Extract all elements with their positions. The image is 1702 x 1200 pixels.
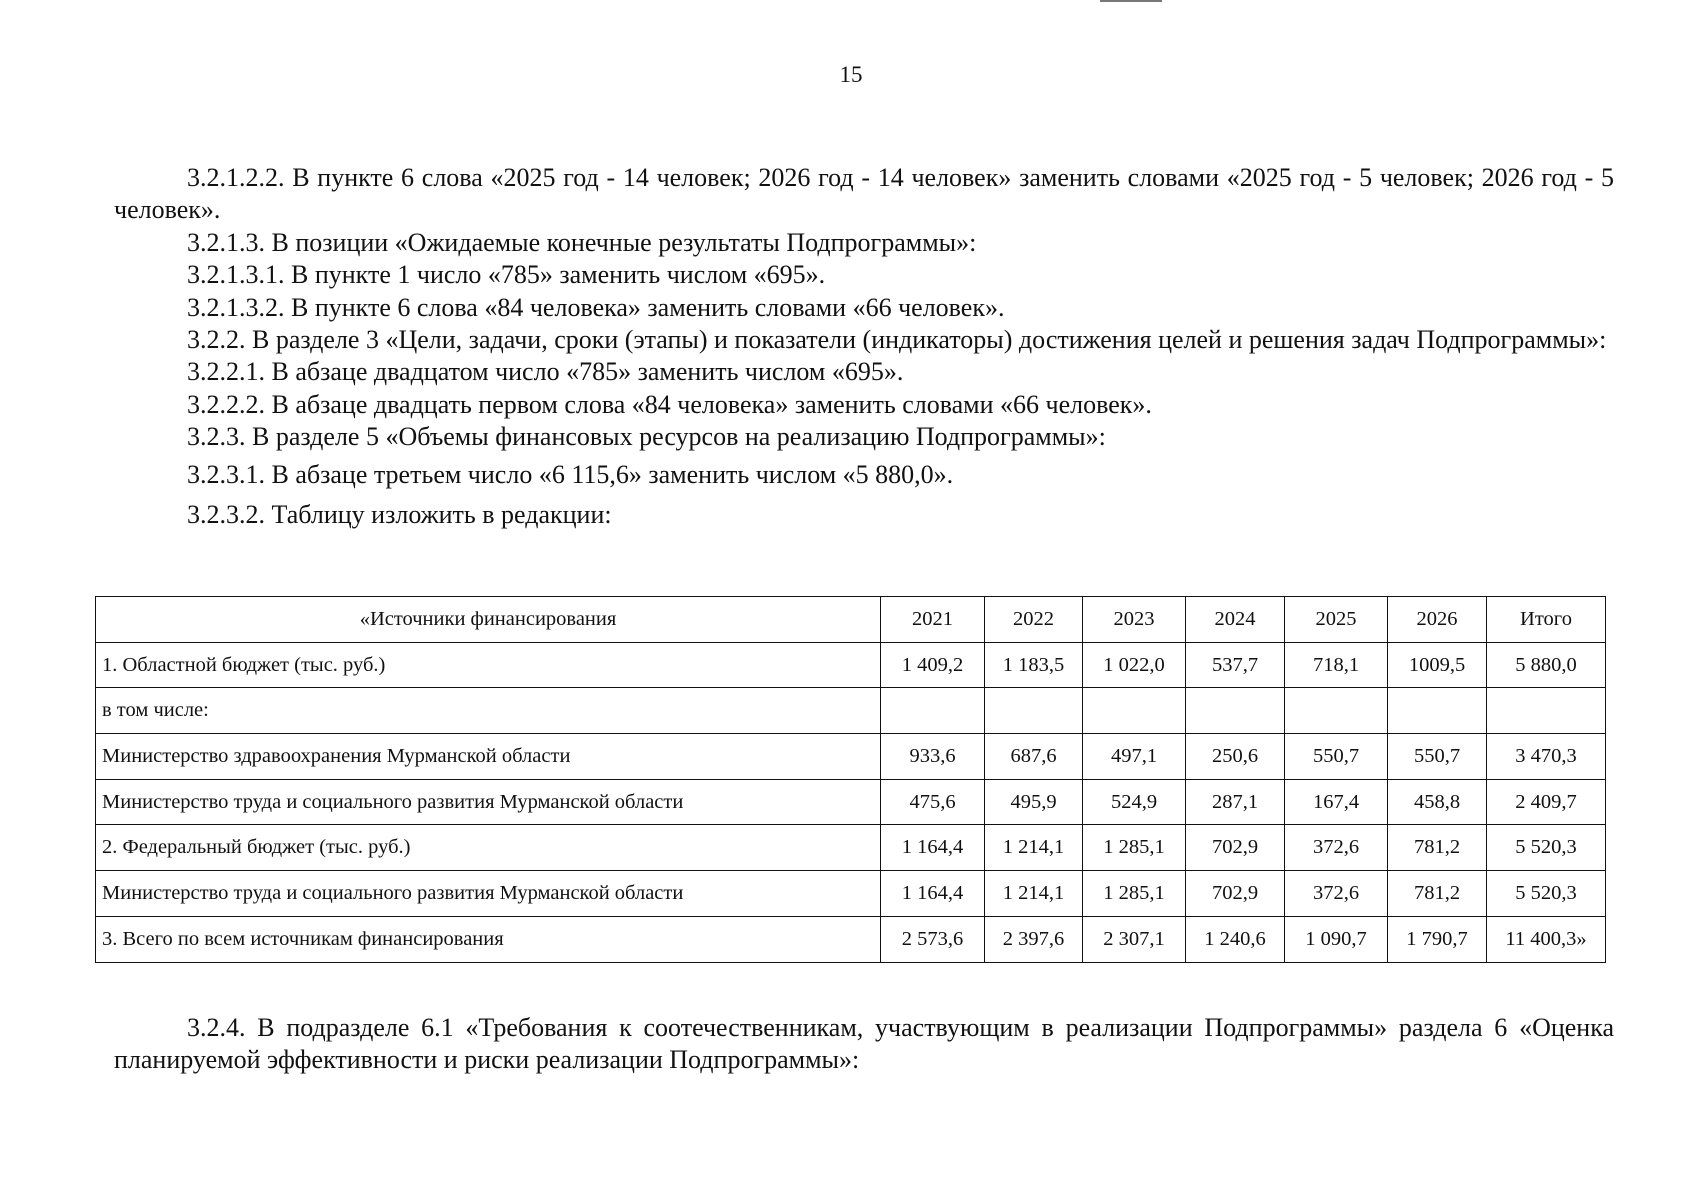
table-cell: 1 214,1 [985,825,1083,871]
table-cell: 2 397,6 [985,916,1083,962]
table-cell [881,688,985,734]
paragraph: 3.2.3.2. Таблицу изложить в редакции: [187,500,612,530]
body-text [114,162,1614,531]
table-cell: 524,9 [1083,779,1186,825]
table-cell: 1 214,1 [985,871,1083,917]
page-number: 15 [839,62,863,87]
table-cell: 687,6 [985,734,1083,780]
table-cell [1285,688,1388,734]
paragraph: 3.2.1.3. В позиции «Ожидаемые конечные результаты Подпрограммы»: [187,227,977,257]
header-cell: 2022 [985,597,1083,643]
header-cell: 2025 [1285,597,1388,643]
table-row [96,734,1606,780]
table-cell: 1009,5 [1388,642,1487,688]
table-cell [1083,688,1186,734]
table-cell: 250,6 [1186,734,1285,780]
table-row [96,779,1606,825]
table-cell: 1 285,1 [1083,825,1186,871]
table-cell: 5 520,3 [1487,871,1606,917]
paragraph: 3.2.4. В подразделе 6.1 «Требования к соотечественникам, участвующим в реализации Подпрограммы» раздела 6 «Оценка планируемой эффективности и риски реализации Подпрограммы»: [114,1013,1614,1075]
table-cell: 3 470,3 [1487,734,1606,780]
table-cell: 1 790,7 [1388,916,1487,962]
table-cell: 495,9 [985,779,1083,825]
row-label: 1. Областной бюджет (тыс. руб.) [96,642,881,688]
table-header-row [96,597,1606,643]
table-cell: 537,7 [1186,642,1285,688]
table-cell: 5 520,3 [1487,825,1606,871]
table-cell [1388,688,1487,734]
table-cell: 702,9 [1186,825,1285,871]
table-cell: 550,7 [1285,734,1388,780]
table-cell: 167,4 [1285,779,1388,825]
paragraph: 3.2.1.3.1. В пункте 1 число «785» заменить числом «695». [187,260,826,290]
table-cell: 1 183,5 [985,642,1083,688]
row-label: в том числе: [96,688,881,734]
table-cell: 718,1 [1285,642,1388,688]
table-cell [1487,688,1606,734]
row-label: 3. Всего по всем источникам финансирования [96,916,881,962]
header-cell: «Источники финансирования [96,597,881,643]
table-cell: 458,8 [1388,779,1487,825]
table-cell: 1 164,4 [881,871,985,917]
table-cell: 702,9 [1186,871,1285,917]
table-cell: 2 573,6 [881,916,985,962]
table-cell: 372,6 [1285,871,1388,917]
table-cell: 2 307,1 [1083,916,1186,962]
paragraph: 3.2.2.2. В абзаце двадцать первом слова «84 человека» заменить словами «66 человек». [187,389,1152,419]
header-cell: 2023 [1083,597,1186,643]
table-cell: 1 164,4 [881,825,985,871]
table-cell: 550,7 [1388,734,1487,780]
paragraph: 3.2.2. В разделе 3 «Цели, задачи, сроки (этапы) и показатели (индикаторы) достижения целей и решения задач Подпрограммы»: [187,325,1607,355]
paragraph: 3.2.2.1. В абзаце двадцатом число «785» заменить числом «695». [187,357,904,387]
table-cell: 1 090,7 [1285,916,1388,962]
table-cell: 1 285,1 [1083,871,1186,917]
table-cell: 933,6 [881,734,985,780]
table-cell: 287,1 [1186,779,1285,825]
table-cell: 1 240,6 [1186,916,1285,962]
after-table-text [114,1012,1614,1077]
table-row [96,688,1606,734]
header-cell: 2021 [881,597,985,643]
row-label: Министерство труда и социального развития Мурманской области [96,871,881,917]
table-cell: 781,2 [1388,871,1487,917]
financing-table [95,596,1606,963]
header-cell: 2026 [1388,597,1487,643]
row-label: Министерство здравоохранения Мурманской области [96,734,881,780]
paragraph: 3.2.3. В разделе 5 «Объемы финансовых ресурсов на реализацию Подпрограммы»: [187,422,1106,452]
table-cell: 1 022,0 [1083,642,1186,688]
row-label: 2. Федеральный бюджет (тыс. руб.) [96,825,881,871]
table-cell [985,688,1083,734]
table-cell: 5 880,0 [1487,642,1606,688]
table-cell [1186,688,1285,734]
paragraph: 3.2.1.3.2. В пункте 6 слова «84 человека» заменить словами «66 человек». [187,292,1005,322]
header-cell: 2024 [1186,597,1285,643]
table-row [96,871,1606,917]
table-cell: 497,1 [1083,734,1186,780]
table-cell: 1 409,2 [881,642,985,688]
table-cell: 475,6 [881,779,985,825]
table-row [96,825,1606,871]
table-cell: 781,2 [1388,825,1487,871]
scan-artifact [1100,0,1162,2]
table-cell: 11 400,3» [1487,916,1606,962]
table-row [96,916,1606,962]
row-label: Министерство труда и социального развития Мурманской области [96,779,881,825]
header-cell: Итого [1487,597,1606,643]
paragraph: 3.2.1.2.2. В пункте 6 слова «2025 год - 14 человек; 2026 год - 14 человек» заменить словами «2025 год - 5 человек; 2026 год - 5 человек». [114,163,1614,225]
table-cell: 2 409,7 [1487,779,1606,825]
table-row [96,642,1606,688]
table-cell: 372,6 [1285,825,1388,871]
paragraph: 3.2.3.1. В абзаце третьем число «6 115,6» заменить числом «5 880,0». [187,459,954,489]
